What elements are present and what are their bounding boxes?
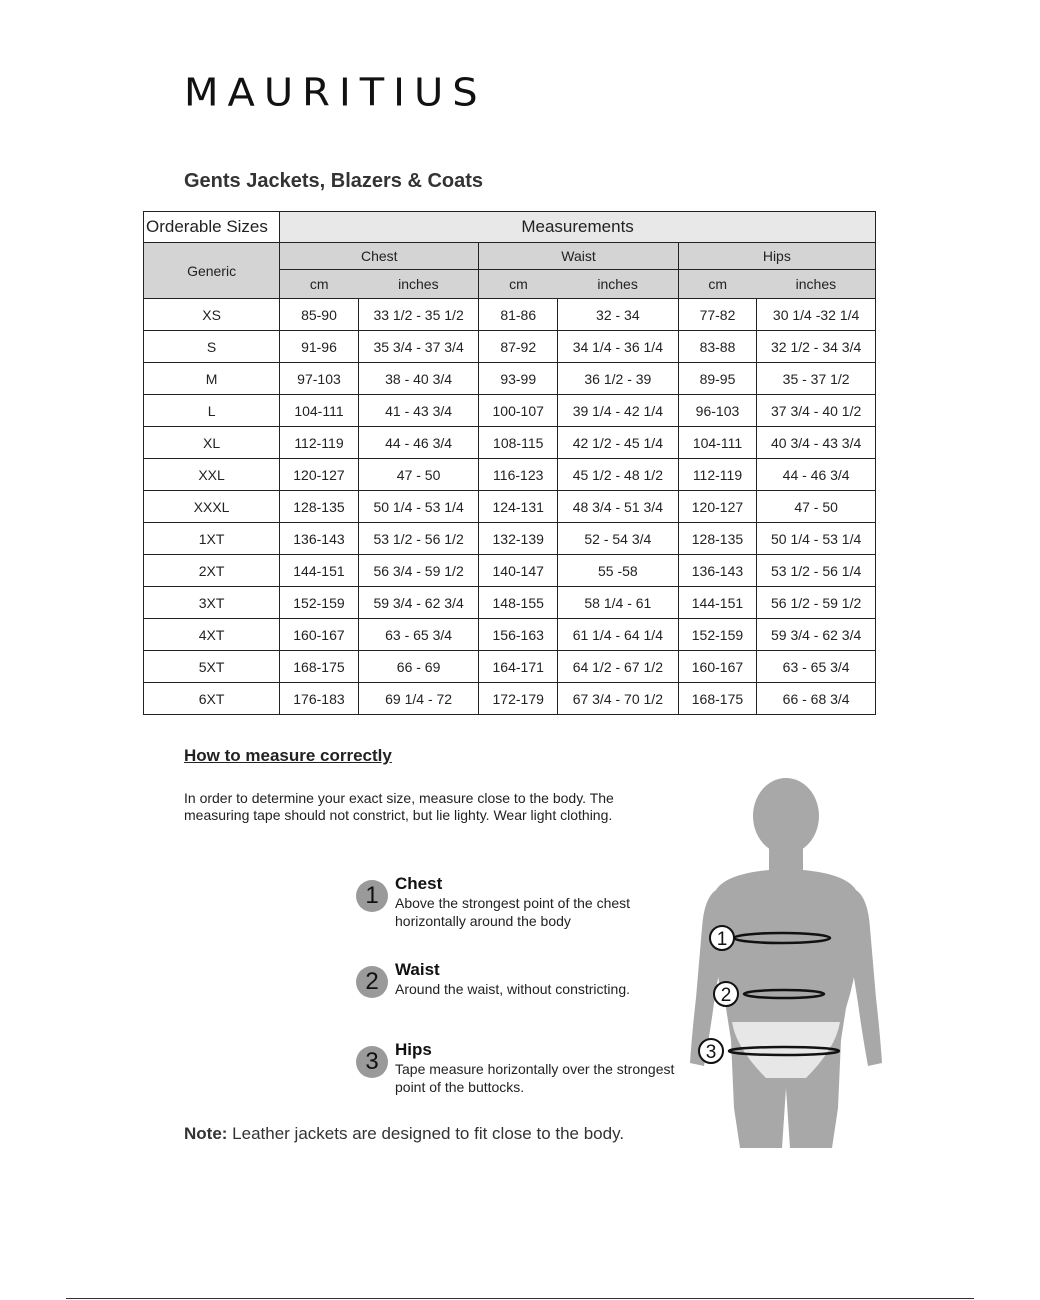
table-cell: 47 - 50 [757,491,876,523]
table-cell: 120-127 [678,491,757,523]
table-cell: 87-92 [479,331,558,363]
table-cell: 35 - 37 1/2 [757,363,876,395]
brand-logo: MAURITIUS [184,71,487,115]
table-cell: 45 1/2 - 48 1/2 [558,459,679,491]
measurements-header: Measurements [280,212,876,243]
table-cell: 91-96 [280,331,359,363]
table-cell: 53 1/2 - 56 1/2 [358,523,479,555]
table-cell: 50 1/4 - 53 1/4 [757,523,876,555]
table-cell: 160-167 [678,651,757,683]
table-cell: 38 - 40 3/4 [358,363,479,395]
table-cell: 63 - 65 3/4 [358,619,479,651]
unit-header: inches [558,270,679,299]
step-description: Above the strongest point of the chest horizontally around the body [395,895,631,929]
table-cell: 124-131 [479,491,558,523]
size-cell: M [144,363,280,395]
table-cell: 58 1/4 - 61 [558,587,679,619]
waist-group-header: Waist [479,243,678,270]
size-cell: XS [144,299,280,331]
step-number-badge: 3 [356,1046,388,1078]
waist-marker-label: 2 [720,985,732,1006]
table-cell: 112-119 [280,427,359,459]
table-cell: 69 1/4 - 72 [358,683,479,715]
table-cell: 144-151 [678,587,757,619]
table-cell: 32 - 34 [558,299,679,331]
hips-marker-label: 3 [705,1042,717,1063]
table-cell: 48 3/4 - 51 3/4 [558,491,679,523]
table-cell: 64 1/2 - 67 1/2 [558,651,679,683]
table-cell: 128-135 [678,523,757,555]
step-title: Waist [395,960,440,979]
chest-group-header: Chest [280,243,479,270]
table-row [144,363,876,395]
note-text [184,1124,624,1144]
table-cell: 136-143 [280,523,359,555]
unit-header: inches [757,270,876,299]
table-cell: 30 1/4 -32 1/4 [757,299,876,331]
step-title: Chest [395,874,443,893]
hips-marker [699,1039,723,1063]
step-description: Around the waist, without constricting. [395,981,631,997]
table-cell: 40 3/4 - 43 3/4 [757,427,876,459]
table-cell: 37 3/4 - 40 1/2 [757,395,876,427]
group-header-row [144,243,876,270]
size-cell: 6XT [144,683,280,715]
table-cell: 148-155 [479,587,558,619]
table-row [144,395,876,427]
waist-marker [714,982,738,1006]
how-to-measure-intro: In order to determine your exact size, measure close to the body. The measuring tape should not constrict, but lie lighty. Wear light clothing. [184,790,614,823]
table-cell: 164-171 [479,651,558,683]
size-cell: 2XT [144,555,280,587]
table-cell: 53 1/2 - 56 1/4 [757,555,876,587]
table-cell: 104-111 [280,395,359,427]
table-cell: 42 1/2 - 45 1/4 [558,427,679,459]
table-cell: 140-147 [479,555,558,587]
table-cell: 85-90 [280,299,359,331]
table-cell: 156-163 [479,619,558,651]
note-body: Leather jackets are designed to fit close to the body. [227,1124,625,1143]
table-cell: 176-183 [280,683,359,715]
size-cell: XXXL [144,491,280,523]
table-row [144,299,876,331]
table-cell: 152-159 [678,619,757,651]
size-cell: 4XT [144,619,280,651]
table-cell: 152-159 [280,587,359,619]
table-cell: 168-175 [280,651,359,683]
table-cell: 56 1/2 - 59 1/2 [757,587,876,619]
table-cell: 100-107 [479,395,558,427]
step-number-badge: 2 [356,966,388,998]
how-to-measure-title: How to measure correctly [184,746,392,765]
step-number-badge: 1 [356,880,388,912]
page-title: Gents Jackets, Blazers & Coats [184,170,484,192]
table-row [144,459,876,491]
size-cell: 3XT [144,587,280,619]
table-cell: 96-103 [678,395,757,427]
table-cell: 47 - 50 [358,459,479,491]
generic-header: Generic [144,243,280,299]
table-cell: 120-127 [280,459,359,491]
size-cell: 1XT [144,523,280,555]
table-cell: 50 1/4 - 53 1/4 [358,491,479,523]
table-cell: 67 3/4 - 70 1/2 [558,683,679,715]
table-cell: 136-143 [678,555,757,587]
body-silhouette-figure [686,778,896,1153]
step-title: Hips [395,1040,432,1059]
table-row [144,331,876,363]
table-cell: 55 -58 [558,555,679,587]
table-cell: 172-179 [479,683,558,715]
unit-header: cm [479,270,558,299]
table-cell: 32 1/2 - 34 3/4 [757,331,876,363]
body-silhouette-icon [686,778,896,1148]
table-cell: 59 3/4 - 62 3/4 [358,587,479,619]
chest-marker-label: 1 [716,929,728,950]
table-cell: 93-99 [479,363,558,395]
table-cell: 128-135 [280,491,359,523]
table-row [144,683,876,715]
table-cell: 33 1/2 - 35 1/2 [358,299,479,331]
table-cell: 132-139 [479,523,558,555]
table-cell: 144-151 [280,555,359,587]
table-cell: 112-119 [678,459,757,491]
orderable-sizes-header: Orderable Sizes [144,212,280,243]
table-cell: 63 - 65 3/4 [757,651,876,683]
size-cell: 5XT [144,651,280,683]
size-cell: S [144,331,280,363]
footer-divider [66,1298,974,1299]
step-description: Tape measure horizontally over the strongest point of the buttocks. [395,1061,675,1095]
table-cell: 168-175 [678,683,757,715]
table-cell: 56 3/4 - 59 1/2 [358,555,479,587]
table-cell: 116-123 [479,459,558,491]
table-cell: 52 - 54 3/4 [558,523,679,555]
table-cell: 83-88 [678,331,757,363]
size-cell: XXL [144,459,280,491]
table-row [144,619,876,651]
table-cell: 66 - 68 3/4 [757,683,876,715]
size-cell: XL [144,427,280,459]
size-table-body [144,299,876,715]
table-cell: 66 - 69 [358,651,479,683]
unit-header: cm [280,270,359,299]
hips-group-header: Hips [678,243,875,270]
table-cell: 44 - 46 3/4 [757,459,876,491]
table-row [144,587,876,619]
table-cell: 44 - 46 3/4 [358,427,479,459]
table-row [144,427,876,459]
size-chart-table [143,211,876,715]
unit-header: cm [678,270,757,299]
table-cell: 104-111 [678,427,757,459]
table-cell: 108-115 [479,427,558,459]
table-cell: 77-82 [678,299,757,331]
table-cell: 59 3/4 - 62 3/4 [757,619,876,651]
table-cell: 61 1/4 - 64 1/4 [558,619,679,651]
unit-header: inches [358,270,479,299]
table-cell: 81-86 [479,299,558,331]
table-cell: 97-103 [280,363,359,395]
table-cell: 36 1/2 - 39 [558,363,679,395]
table-cell: 89-95 [678,363,757,395]
table-cell: 35 3/4 - 37 3/4 [358,331,479,363]
size-cell: L [144,395,280,427]
table-cell: 39 1/4 - 42 1/4 [558,395,679,427]
table-row [144,523,876,555]
table-cell: 34 1/4 - 36 1/4 [558,331,679,363]
table-row [144,651,876,683]
table-cell: 160-167 [280,619,359,651]
note-label: Note: [184,1124,228,1143]
table-row [144,555,876,587]
table-cell: 41 - 43 3/4 [358,395,479,427]
table-header-row [144,212,876,243]
table-row [144,491,876,523]
chest-marker [710,926,734,950]
